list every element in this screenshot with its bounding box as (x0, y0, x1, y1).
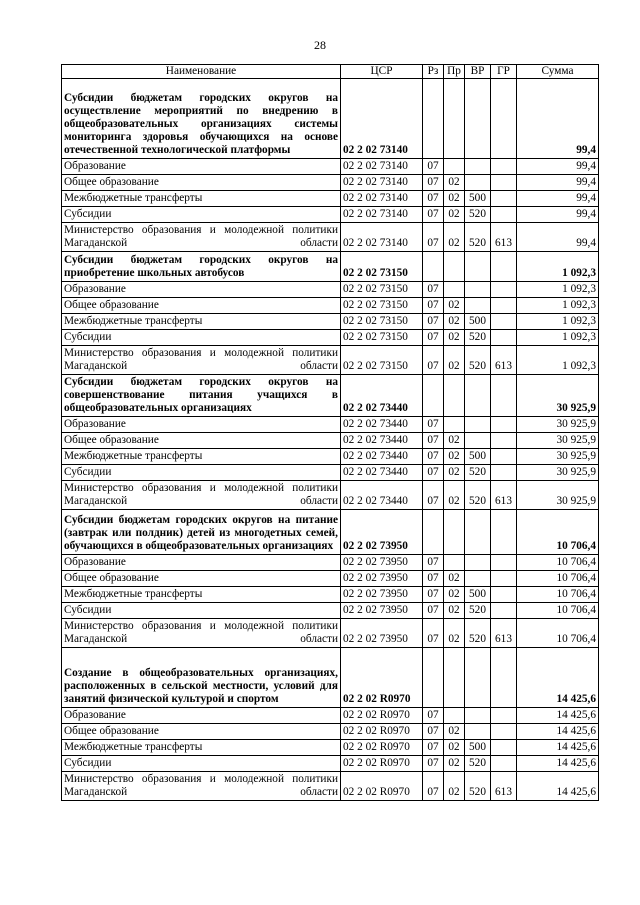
page-number: 28 (314, 38, 326, 52)
header-name: Наименование (62, 65, 341, 79)
program-csr: 02 2 02 73950 (341, 510, 423, 555)
row-vr: 500 (465, 587, 491, 603)
program-gr (491, 79, 517, 159)
program-vr (465, 375, 491, 417)
row-pr: 02 (444, 465, 465, 481)
row-csr: 02 2 02 73950 (341, 603, 423, 619)
row-vr: 520 (465, 619, 491, 648)
row-rz: 07 (423, 724, 444, 740)
row-gr (491, 314, 517, 330)
row-csr: 02 2 02 73440 (341, 417, 423, 433)
row-vr: 520 (465, 756, 491, 772)
program-title: Субсидии бюджетам городских округов на осуществление мероприятий по внедрению в общеобразовательных организациях системы мониторинга здоровья обучающихся на основе отечественной технологической платформы (62, 79, 341, 159)
row-vr (465, 282, 491, 298)
table-row (62, 619, 599, 648)
program-pr (444, 79, 465, 159)
program-amount: 30 925,9 (517, 375, 599, 417)
row-rz: 07 (423, 708, 444, 724)
row-rz: 07 (423, 207, 444, 223)
row-rz: 07 (423, 175, 444, 191)
row-rz: 07 (423, 223, 444, 252)
table-row (62, 175, 599, 191)
program-rz (423, 510, 444, 555)
row-rz: 07 (423, 555, 444, 571)
row-rz: 07 (423, 330, 444, 346)
row-gr (491, 417, 517, 433)
program-vr (465, 510, 491, 555)
row-pr: 02 (444, 740, 465, 756)
row-vr: 520 (465, 772, 491, 801)
row-vr (465, 298, 491, 314)
program-rz (423, 375, 444, 417)
row-pr: 02 (444, 298, 465, 314)
row-rz: 07 (423, 282, 444, 298)
row-amount: 14 425,6 (517, 740, 599, 756)
row-csr: 02 2 02 73150 (341, 330, 423, 346)
row-pr: 02 (444, 587, 465, 603)
row-csr: 02 2 02 73140 (341, 159, 423, 175)
program-vr (465, 79, 491, 159)
program-csr: 02 2 02 73150 (341, 252, 423, 282)
program-gr (491, 252, 517, 282)
row-vr: 500 (465, 740, 491, 756)
row-pr (444, 417, 465, 433)
program-amount: 1 092,3 (517, 252, 599, 282)
row-rz: 07 (423, 159, 444, 175)
table-row (62, 282, 599, 298)
row-name: Межбюджетные трансферты (62, 740, 341, 756)
program-pr (444, 648, 465, 708)
row-rz: 07 (423, 433, 444, 449)
row-name: Межбюджетные трансферты (62, 191, 341, 207)
row-name: Министерство образования и молодежной политики Магаданской области (62, 481, 341, 510)
row-amount: 1 092,3 (517, 314, 599, 330)
row-csr: 02 2 02 73140 (341, 223, 423, 252)
row-csr: 02 2 02 R0970 (341, 708, 423, 724)
row-csr: 02 2 02 R0970 (341, 740, 423, 756)
table-row (62, 346, 599, 375)
row-gr (491, 449, 517, 465)
row-csr: 02 2 02 73140 (341, 191, 423, 207)
row-gr (491, 555, 517, 571)
table-row (62, 207, 599, 223)
row-vr: 520 (465, 346, 491, 375)
row-pr: 02 (444, 619, 465, 648)
row-gr (491, 433, 517, 449)
row-gr (491, 175, 517, 191)
row-gr (491, 740, 517, 756)
row-vr: 520 (465, 481, 491, 510)
row-amount: 14 425,6 (517, 708, 599, 724)
header-row (62, 65, 599, 79)
row-amount: 1 092,3 (517, 282, 599, 298)
row-pr (444, 159, 465, 175)
row-pr: 02 (444, 571, 465, 587)
program-gr (491, 648, 517, 708)
row-csr: 02 2 02 73150 (341, 282, 423, 298)
row-rz: 07 (423, 587, 444, 603)
header-vr: ВР (465, 65, 491, 79)
row-gr: 613 (491, 223, 517, 252)
row-name: Межбюджетные трансферты (62, 449, 341, 465)
row-pr: 02 (444, 330, 465, 346)
row-pr: 02 (444, 191, 465, 207)
program-pr (444, 510, 465, 555)
row-rz: 07 (423, 191, 444, 207)
row-amount: 99,4 (517, 191, 599, 207)
table-row (62, 191, 599, 207)
header-csr: ЦСР (341, 65, 423, 79)
program-pr (444, 375, 465, 417)
table-row (62, 587, 599, 603)
table-row (62, 314, 599, 330)
row-rz: 07 (423, 449, 444, 465)
row-pr: 02 (444, 449, 465, 465)
row-csr: 02 2 02 73440 (341, 465, 423, 481)
program-gr (491, 375, 517, 417)
row-pr: 02 (444, 175, 465, 191)
program-row (62, 648, 599, 708)
row-gr (491, 159, 517, 175)
row-gr (491, 756, 517, 772)
row-name: Субсидии (62, 207, 341, 223)
row-vr: 520 (465, 330, 491, 346)
table-row (62, 449, 599, 465)
row-pr: 02 (444, 724, 465, 740)
row-name: Субсидии (62, 603, 341, 619)
row-vr: 500 (465, 314, 491, 330)
row-amount: 10 706,4 (517, 555, 599, 571)
row-pr (444, 708, 465, 724)
row-vr (465, 724, 491, 740)
row-csr: 02 2 02 73150 (341, 314, 423, 330)
row-pr: 02 (444, 346, 465, 375)
row-gr (491, 603, 517, 619)
row-pr: 02 (444, 223, 465, 252)
row-gr: 613 (491, 481, 517, 510)
program-rz (423, 648, 444, 708)
row-rz: 07 (423, 740, 444, 756)
program-row (62, 375, 599, 417)
program-vr (465, 648, 491, 708)
row-name: Межбюджетные трансферты (62, 314, 341, 330)
program-csr: 02 2 02 73440 (341, 375, 423, 417)
row-vr (465, 433, 491, 449)
row-rz: 07 (423, 346, 444, 375)
row-vr: 520 (465, 465, 491, 481)
row-name: Общее образование (62, 571, 341, 587)
row-pr: 02 (444, 481, 465, 510)
table-row (62, 555, 599, 571)
program-row (62, 79, 599, 159)
row-pr: 02 (444, 433, 465, 449)
program-title: Субсидии бюджетам городских округов на приобретение школьных автобусов (62, 252, 341, 282)
row-vr: 500 (465, 191, 491, 207)
row-amount: 1 092,3 (517, 330, 599, 346)
row-amount: 10 706,4 (517, 603, 599, 619)
table-row (62, 481, 599, 510)
program-title: Субсидии бюджетам городских округов на питание (завтрак или полдник) детей из многодетных семей, обучающихся в общеобразовательных организациях (62, 510, 341, 555)
header-rz: Рз (423, 65, 444, 79)
row-rz: 07 (423, 314, 444, 330)
table-row (62, 298, 599, 314)
header-pr: Пр (444, 65, 465, 79)
row-vr (465, 555, 491, 571)
program-title: Субсидии бюджетам городских округов на совершенствование питания учащихся в общеобразовательных организациях (62, 375, 341, 417)
table-row (62, 571, 599, 587)
row-rz: 07 (423, 465, 444, 481)
table-row (62, 159, 599, 175)
row-rz: 07 (423, 756, 444, 772)
row-amount: 14 425,6 (517, 724, 599, 740)
row-vr: 520 (465, 603, 491, 619)
program-gr (491, 510, 517, 555)
budget-table (61, 64, 599, 801)
row-gr (491, 282, 517, 298)
row-amount: 30 925,9 (517, 433, 599, 449)
row-amount: 99,4 (517, 159, 599, 175)
row-name: Межбюджетные трансферты (62, 587, 341, 603)
row-amount: 99,4 (517, 223, 599, 252)
table-body (62, 79, 599, 801)
row-amount: 99,4 (517, 175, 599, 191)
program-rz (423, 79, 444, 159)
row-csr: 02 2 02 73440 (341, 449, 423, 465)
row-rz: 07 (423, 772, 444, 801)
row-name: Общее образование (62, 724, 341, 740)
table-row (62, 708, 599, 724)
table-row (62, 772, 599, 801)
row-name: Субсидии (62, 756, 341, 772)
row-csr: 02 2 02 73950 (341, 555, 423, 571)
table-row (62, 465, 599, 481)
row-csr: 02 2 02 73950 (341, 587, 423, 603)
program-pr (444, 252, 465, 282)
row-amount: 14 425,6 (517, 756, 599, 772)
row-gr (491, 298, 517, 314)
row-gr (491, 465, 517, 481)
row-amount: 30 925,9 (517, 481, 599, 510)
row-csr: 02 2 02 73440 (341, 433, 423, 449)
table-row (62, 433, 599, 449)
row-amount: 1 092,3 (517, 346, 599, 375)
row-vr (465, 708, 491, 724)
row-vr: 500 (465, 449, 491, 465)
row-rz: 07 (423, 298, 444, 314)
program-row (62, 252, 599, 282)
row-vr (465, 159, 491, 175)
row-rz: 07 (423, 603, 444, 619)
row-csr: 02 2 02 R0970 (341, 756, 423, 772)
row-gr: 613 (491, 346, 517, 375)
row-name: Общее образование (62, 175, 341, 191)
row-rz: 07 (423, 619, 444, 648)
row-amount: 99,4 (517, 207, 599, 223)
row-amount: 30 925,9 (517, 417, 599, 433)
program-row (62, 510, 599, 555)
row-csr: 02 2 02 73140 (341, 207, 423, 223)
row-amount: 14 425,6 (517, 772, 599, 801)
row-name: Общее образование (62, 433, 341, 449)
row-amount: 1 092,3 (517, 298, 599, 314)
row-pr (444, 282, 465, 298)
row-csr: 02 2 02 73150 (341, 298, 423, 314)
row-vr (465, 175, 491, 191)
program-title: Создание в общеобразовательных организациях, расположенных в сельской местности, условий для занятий физической культурой и спортом (62, 648, 341, 708)
row-rz: 07 (423, 417, 444, 433)
row-csr: 02 2 02 73140 (341, 175, 423, 191)
row-name: Образование (62, 555, 341, 571)
row-amount: 10 706,4 (517, 571, 599, 587)
table-row (62, 724, 599, 740)
row-gr (491, 571, 517, 587)
row-pr: 02 (444, 314, 465, 330)
program-rz (423, 252, 444, 282)
row-name: Субсидии (62, 465, 341, 481)
program-amount: 99,4 (517, 79, 599, 159)
row-csr: 02 2 02 73440 (341, 481, 423, 510)
row-name: Образование (62, 159, 341, 175)
row-name: Общее образование (62, 298, 341, 314)
row-vr (465, 417, 491, 433)
row-gr (491, 330, 517, 346)
row-gr (491, 191, 517, 207)
row-pr (444, 555, 465, 571)
row-vr: 520 (465, 223, 491, 252)
row-name: Министерство образования и молодежной политики Магаданской области (62, 346, 341, 375)
row-csr: 02 2 02 73950 (341, 619, 423, 648)
table-row (62, 330, 599, 346)
table-row (62, 740, 599, 756)
row-csr: 02 2 02 73150 (341, 346, 423, 375)
row-pr: 02 (444, 772, 465, 801)
table-row (62, 223, 599, 252)
row-name: Образование (62, 708, 341, 724)
row-name: Министерство образования и молодежной политики Магаданской области (62, 619, 341, 648)
table-row (62, 417, 599, 433)
row-gr (491, 724, 517, 740)
row-name: Образование (62, 282, 341, 298)
row-gr (491, 207, 517, 223)
row-gr: 613 (491, 619, 517, 648)
program-csr: 02 2 02 R0970 (341, 648, 423, 708)
program-amount: 14 425,6 (517, 648, 599, 708)
header-sum: Сумма (517, 65, 599, 79)
row-vr (465, 571, 491, 587)
row-gr: 613 (491, 772, 517, 801)
row-name: Министерство образования и молодежной политики Магаданской области (62, 772, 341, 801)
row-csr: 02 2 02 R0970 (341, 724, 423, 740)
row-pr: 02 (444, 603, 465, 619)
row-vr: 520 (465, 207, 491, 223)
row-amount: 30 925,9 (517, 465, 599, 481)
row-amount: 10 706,4 (517, 587, 599, 603)
row-amount: 10 706,4 (517, 619, 599, 648)
table-row (62, 756, 599, 772)
row-name: Субсидии (62, 330, 341, 346)
table-row (62, 603, 599, 619)
row-gr (491, 587, 517, 603)
row-csr: 02 2 02 R0970 (341, 772, 423, 801)
row-csr: 02 2 02 73950 (341, 571, 423, 587)
row-rz: 07 (423, 571, 444, 587)
row-rz: 07 (423, 481, 444, 510)
row-gr (491, 708, 517, 724)
row-pr: 02 (444, 207, 465, 223)
program-amount: 10 706,4 (517, 510, 599, 555)
header-gr: ГР (491, 65, 517, 79)
row-name: Образование (62, 417, 341, 433)
row-pr: 02 (444, 756, 465, 772)
row-amount: 30 925,9 (517, 449, 599, 465)
program-csr: 02 2 02 73140 (341, 79, 423, 159)
program-vr (465, 252, 491, 282)
row-name: Министерство образования и молодежной политики Магаданской области (62, 223, 341, 252)
